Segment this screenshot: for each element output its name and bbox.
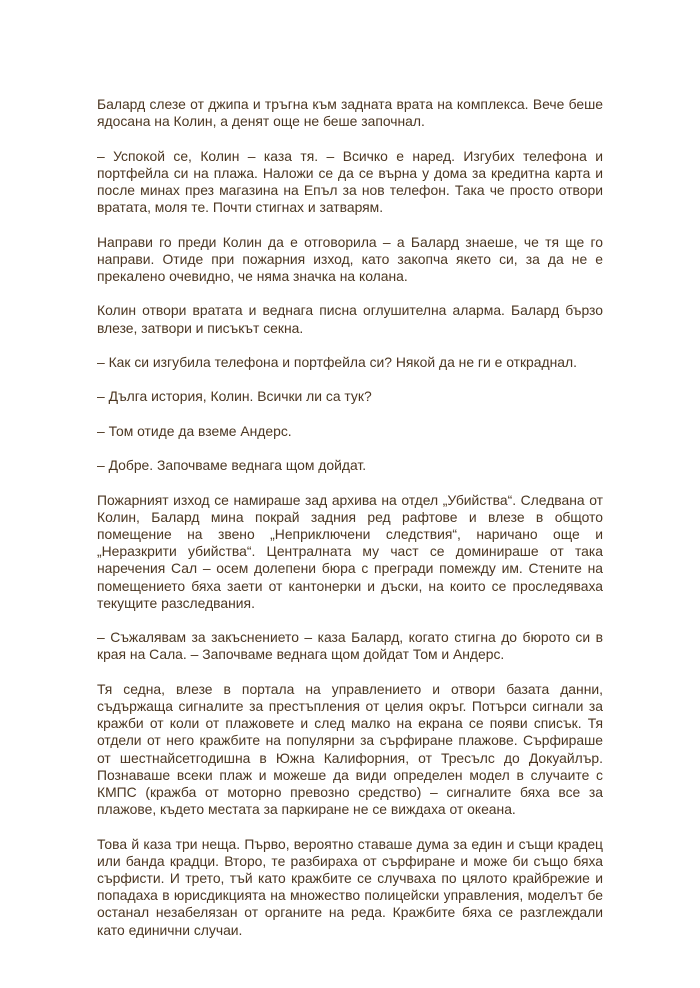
paragraph: – Успокой се, Колин – каза тя. – Всичко е наред. Изгубих телефона и портфейла си на плажа. Наложи се да се върна у дома за кредитна карта и после минах през магазина на Епъл за нов телефон. Така че просто отвори вратата, моля те. Почти стигнах и затварям. xyxy=(97,147,603,216)
paragraph: Балард слезе от джипа и тръгна към задната врата на комплекса. Вече беше ядосана на Колин, а денят още не беше започнал. xyxy=(97,96,603,130)
document-page xyxy=(97,96,603,956)
paragraph: – Как си изгубила телефона и портфейла си? Някой да не ги е откраднал. xyxy=(97,353,577,370)
paragraph: – Добре. Започваме веднага щом дойдат. xyxy=(97,457,367,474)
paragraph: Пожарният изход се намираше зад архива на отдел „Убийства“. Следвана от Колин, Балард мина покрай задния ред рафтове и влезе в общото помещение на звено „Неприключени следствия“, наричано още и „Неразкрити убийства“. Централната му част се доминираше от така наречения Сал – осем долепени бюра с прегради помежду им. Стените на помещението бяха заети от кантонерки и дъски, на които се проследяваха текущите разследвания. xyxy=(97,491,603,611)
paragraph: – Съжалявам за закъснението – каза Балард, когато стигна до бюрото си в края на Сала. – Започваме веднага щом дойдат Том и Андерс. xyxy=(97,629,603,663)
paragraph: Тя седна, влезе в портала на управлението и отвори базата данни, съдържаща сигналите за престъпления от целия окръг. Потърси сигнали за кражби от коли от плажовете и след малко на екрана се появи списък. Тя отдели от него кражбите на популярни за сърфиране плажове. Сърфираше от шестнайсетгодишна в Южна Калифорния, от Тресълс до Докуайлър. Познаваше всеки плаж и можеше да види определен модел в случаите с КМПС (кражба от моторно превозно средство) – сигналите бяха все за плажове, където местата за паркиране не се виждаха от океана. xyxy=(97,680,603,818)
paragraph: Колин отвори вратата и веднага писна оглушителна аларма. Балард бързо влезе, затвори и писъкът секна. xyxy=(97,302,603,336)
paragraph: – Том отиде да вземе Андерс. xyxy=(97,422,292,439)
paragraph: Направи го преди Колин да е отговорила – а Балард знаеше, че тя ще го направи. Отиде при пожарния изход, като закопча якето си, за да не е прекалено очевидно, че няма значка на колана. xyxy=(97,233,603,284)
paragraph: Това й каза три неща. Първо, вероятно ставаше дума за един и същи крадец или банда крадци. Второ, те разбираха от сърфиране и може би също бяха сърфисти. И трето, тъй като кражбите се случваха по цялото крайбрежие и попадаха в юрисдикцията на множество полицейски управления, моделът бе останал незабелязан от органите на реда. Кражбите бяха се разглеждали като единични случаи. xyxy=(97,835,603,938)
paragraph: – Дълга история, Колин. Всички ли са тук? xyxy=(97,388,372,405)
